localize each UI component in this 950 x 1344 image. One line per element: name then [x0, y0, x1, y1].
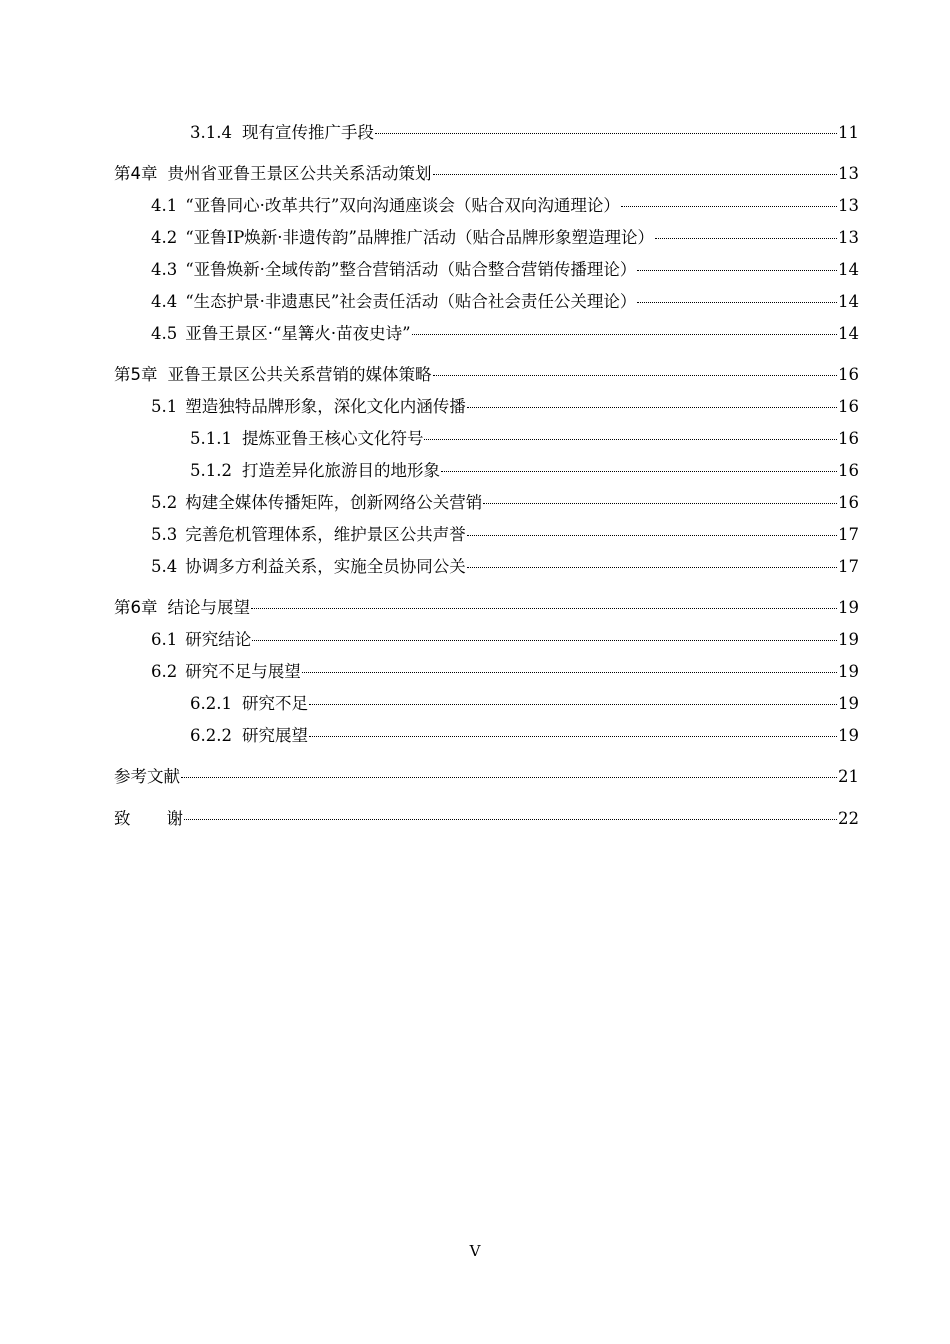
- toc-page-number: 19: [838, 662, 859, 681]
- toc-number: 5.2: [151, 493, 178, 512]
- toc-page-number: 14: [838, 260, 859, 279]
- dot-leader: [621, 206, 837, 207]
- toc-entry-chapter-6[interactable]: [114, 596, 859, 620]
- toc-entry-6-2[interactable]: [151, 660, 859, 684]
- toc-number: 3.1.4: [190, 123, 232, 142]
- toc-entry-4-4[interactable]: [151, 290, 859, 314]
- toc-number: 致: [114, 809, 131, 828]
- page-number-footer: V: [469, 1242, 481, 1260]
- dot-leader: [181, 777, 837, 778]
- toc-number: 4.2: [151, 228, 178, 247]
- toc-entry-5-4[interactable]: [151, 555, 859, 579]
- toc-page-number: 13: [838, 164, 859, 183]
- toc-title: 塑造独特品牌形象，深化文化内涵传播: [185, 397, 466, 416]
- toc-page-number: 11: [838, 123, 859, 142]
- toc-title: “生态护景·非遗惠民”社会责任活动（贴合社会责任公关理论）: [185, 292, 637, 311]
- toc-entry-references[interactable]: [114, 765, 859, 789]
- toc-number: 5.3: [151, 525, 178, 544]
- toc-page-number: 19: [838, 726, 859, 745]
- toc-page-number: 17: [838, 525, 859, 544]
- toc-entry-5-2[interactable]: [151, 491, 859, 515]
- dot-leader: [309, 736, 837, 737]
- toc-title: 研究结论: [185, 630, 252, 649]
- dot-leader: [433, 174, 838, 175]
- toc-title: “亚鲁IP焕新·非遗传韵”品牌推广活动（贴合品牌形象塑造理论）: [185, 228, 654, 247]
- toc-number: 6.2.2: [190, 726, 232, 745]
- toc-title: 亚鲁王景区·“星篝火·苗夜史诗”: [185, 324, 411, 343]
- toc-number: 6.1: [151, 630, 178, 649]
- toc-title: 现有宣传推广手段: [241, 123, 374, 142]
- dot-leader: [184, 819, 837, 820]
- toc-title: 研究不足: [241, 694, 308, 713]
- toc-number: 6.2: [151, 662, 178, 681]
- dot-leader: [412, 334, 837, 335]
- toc-entry-acknowledgements[interactable]: [114, 807, 859, 831]
- toc-entry-chapter-5[interactable]: [114, 363, 859, 387]
- toc-entry-5-1-2[interactable]: [190, 459, 859, 483]
- toc-number: 4.1: [151, 196, 178, 215]
- dot-leader: [483, 503, 837, 504]
- toc-title: 协调多方利益关系，实施全员协同公关: [185, 557, 466, 576]
- toc-number: 5.1.1: [190, 429, 232, 448]
- dot-leader: [467, 535, 837, 536]
- toc-page-number: 16: [838, 429, 859, 448]
- toc-entry-6-2-2[interactable]: [190, 724, 859, 748]
- toc-page-number: 17: [838, 557, 859, 576]
- toc-number: 4.4: [151, 292, 178, 311]
- toc-entry-5-3[interactable]: [151, 523, 859, 547]
- toc-page-number: 21: [838, 767, 859, 786]
- toc-page-number: 13: [838, 228, 859, 247]
- toc-title: 参考文献: [114, 767, 180, 786]
- dot-leader: [302, 672, 837, 673]
- toc-number: 4.3: [151, 260, 178, 279]
- dot-leader: [467, 567, 837, 568]
- dot-leader: [251, 608, 837, 609]
- toc-entry-5-1[interactable]: [151, 395, 859, 419]
- toc-entry-6-2-1[interactable]: [190, 692, 859, 716]
- dot-leader: [441, 471, 837, 472]
- dot-leader: [309, 704, 837, 705]
- toc-number: 5.4: [151, 557, 178, 576]
- dot-leader: [655, 238, 837, 239]
- toc-page-number: 14: [838, 324, 859, 343]
- toc-page-number: 16: [838, 493, 859, 512]
- toc-number: 6.2.1: [190, 694, 232, 713]
- dot-leader: [252, 640, 837, 641]
- toc-page-number: 16: [838, 365, 859, 384]
- toc-title: 谢: [166, 809, 183, 828]
- toc-title: 结论与展望: [167, 598, 250, 617]
- toc-title: “亚鲁焕新·全域传韵”整合营销活动（贴合整合营销传播理论）: [185, 260, 637, 279]
- toc-title: 研究不足与展望: [185, 662, 301, 681]
- toc-title: 研究展望: [241, 726, 308, 745]
- toc-title: “亚鲁同心·改革共行”双向沟通座谈会（贴合双向沟通理论）: [185, 196, 620, 215]
- toc-page-number: 19: [838, 630, 859, 649]
- toc-page-number: 14: [838, 292, 859, 311]
- dot-leader: [467, 407, 837, 408]
- toc-entry-4-5[interactable]: [151, 322, 859, 346]
- toc-number: 第4章: [114, 164, 158, 183]
- toc-entry-6-1[interactable]: [151, 628, 859, 652]
- toc-title: 提炼亚鲁王核心文化符号: [241, 429, 424, 448]
- toc-page-number: 22: [838, 809, 859, 828]
- toc-entry-5-1-1[interactable]: [190, 427, 859, 451]
- dot-leader: [637, 270, 837, 271]
- toc-page-number: 16: [838, 397, 859, 416]
- dot-leader: [433, 375, 838, 376]
- toc-number: 5.1: [151, 397, 178, 416]
- toc-number: 5.1.2: [190, 461, 232, 480]
- toc-title: 完善危机管理体系，维护景区公共声誉: [185, 525, 466, 544]
- toc-number: 第6章: [114, 598, 158, 617]
- dot-leader: [424, 439, 837, 440]
- toc-title: 构建全媒体传播矩阵，创新网络公关营销: [185, 493, 483, 512]
- toc-title: 打造差异化旅游目的地形象: [241, 461, 440, 480]
- toc-page-number: 19: [838, 598, 859, 617]
- toc-number: 第5章: [114, 365, 158, 384]
- toc-page-number: 19: [838, 694, 859, 713]
- dot-leader: [637, 302, 837, 303]
- toc-entry-3-1-4[interactable]: [190, 121, 859, 145]
- toc-entry-chapter-4[interactable]: [114, 162, 859, 186]
- toc-title: 贵州省亚鲁王景区公共关系活动策划: [167, 164, 432, 183]
- toc-entry-4-3[interactable]: [151, 258, 859, 282]
- toc-number: 4.5: [151, 324, 178, 343]
- toc-page-number: 13: [838, 196, 859, 215]
- toc-title: 亚鲁王景区公共关系营销的媒体策略: [167, 365, 432, 384]
- toc-entry-4-1[interactable]: [151, 194, 859, 218]
- toc-entry-4-2[interactable]: [151, 226, 859, 250]
- dot-leader: [375, 133, 837, 134]
- toc-page-number: 16: [838, 461, 859, 480]
